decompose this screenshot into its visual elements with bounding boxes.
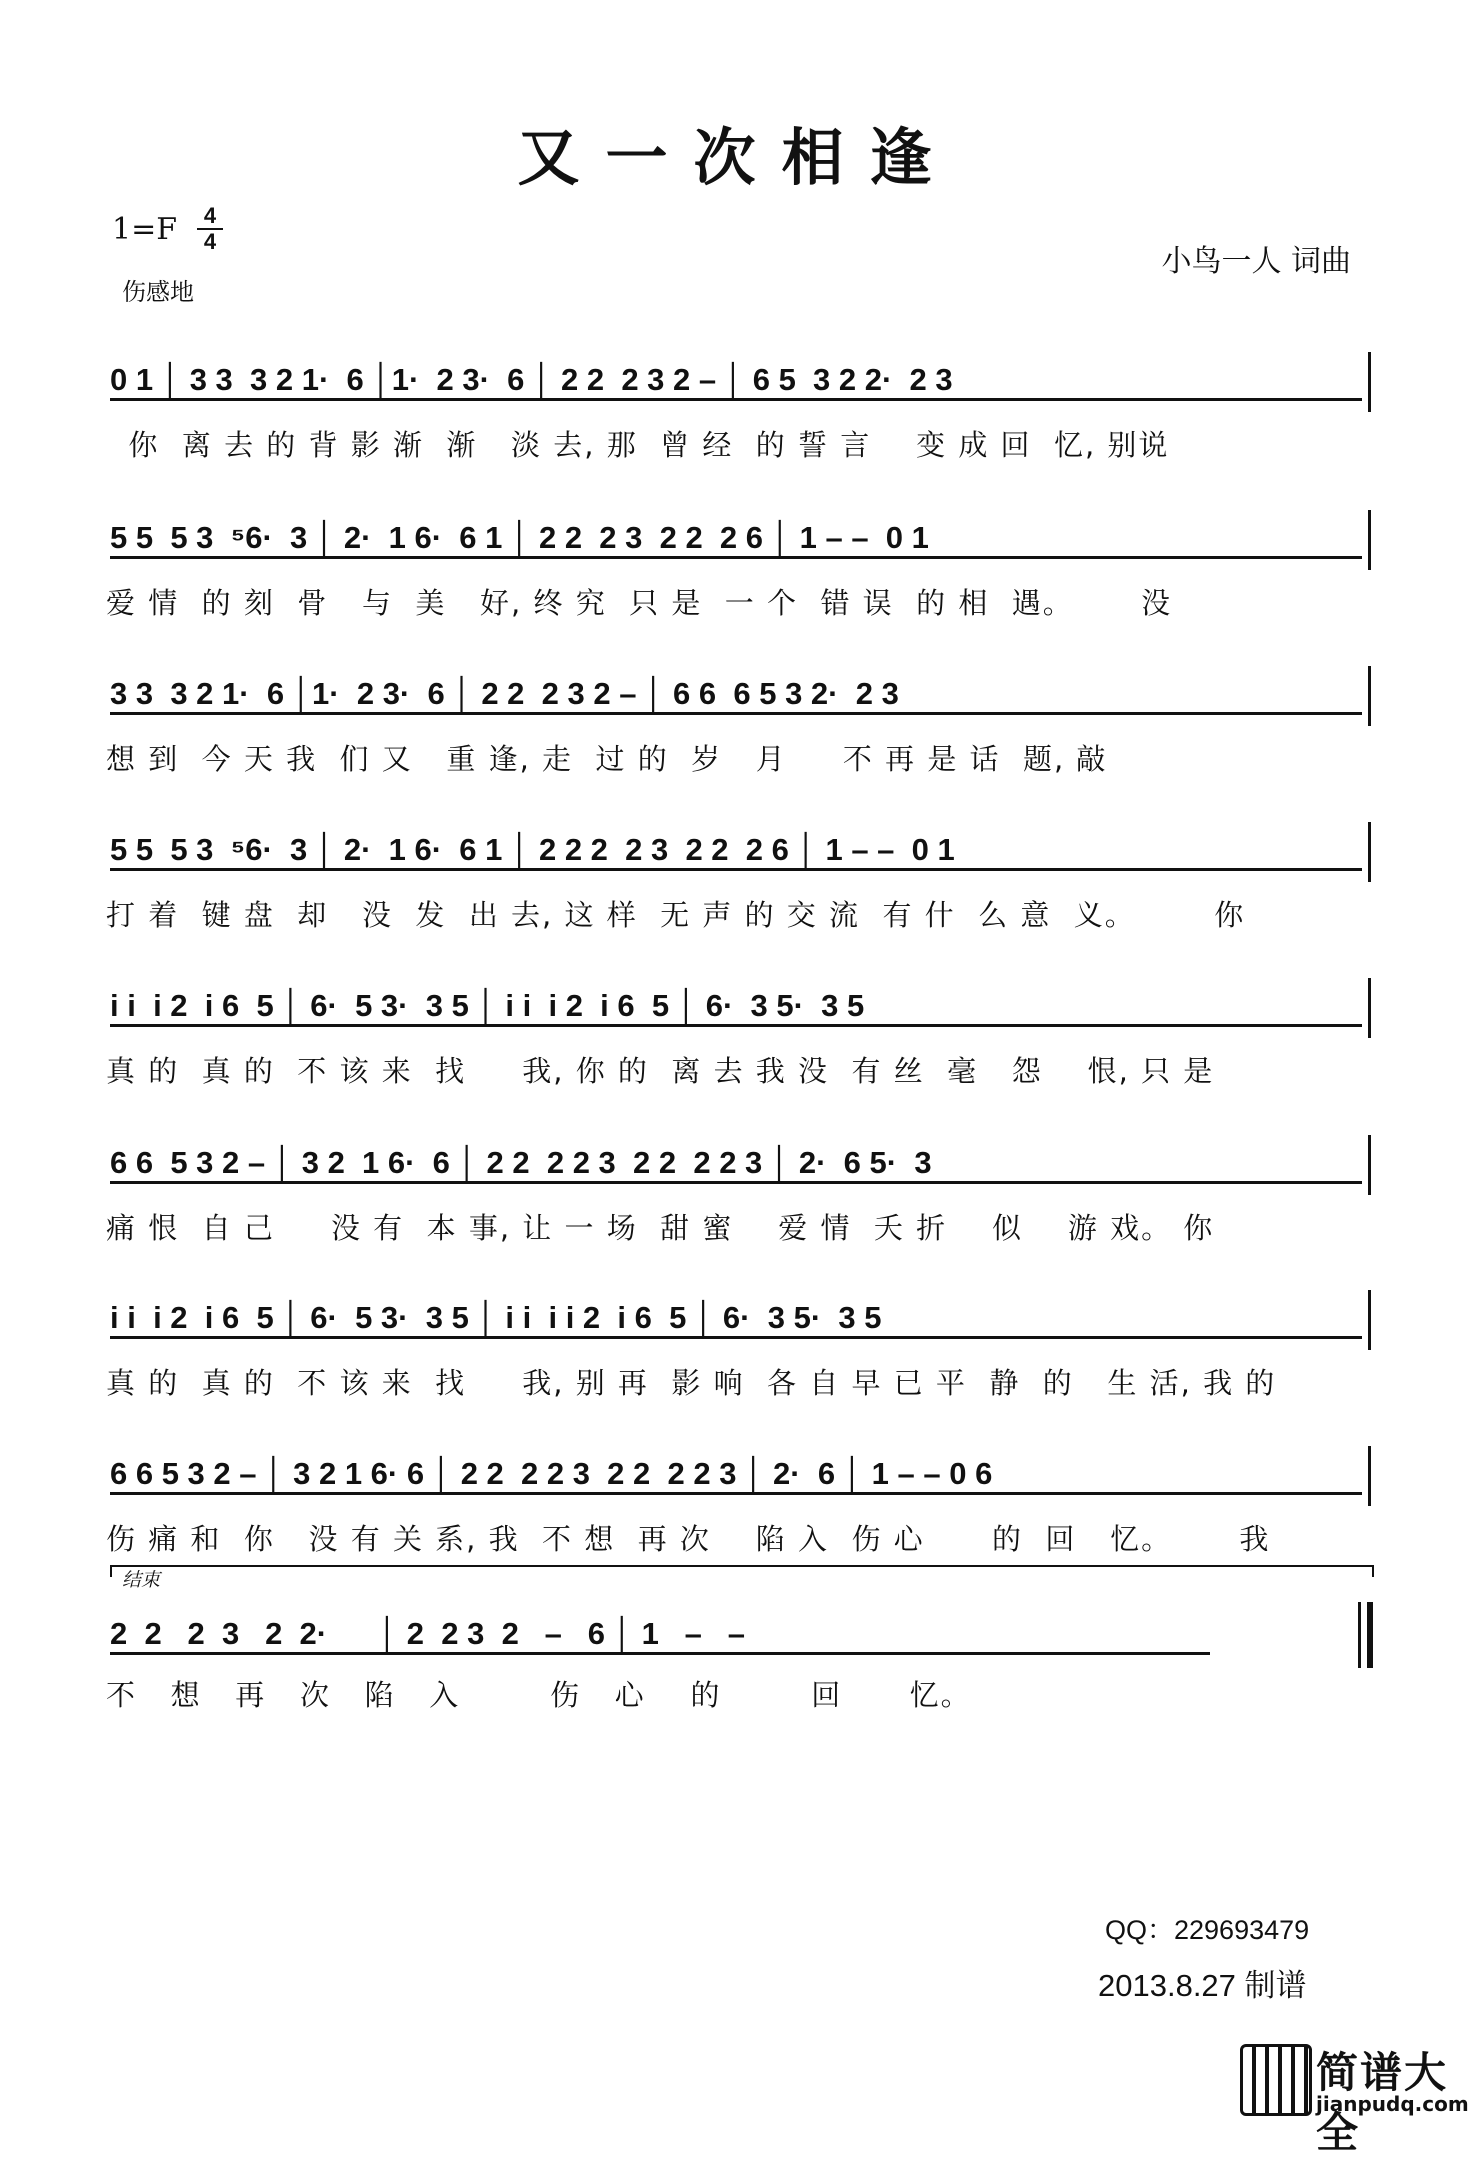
lyric-line: 真 的 真 的 不 该 来 找 我, 你 的 离 去 我 没 有 丝 毫 怨 恨, 只 是 xyxy=(106,1054,1215,1088)
logo-name: 简谱大全 xyxy=(1316,2048,1449,2157)
ending-bracket xyxy=(110,1565,1374,1577)
barline xyxy=(1368,1135,1371,1195)
notation-line: 6 6 5 3 2 – │ 3 2 1 6· 6 │ 2 2 2 2 3 2 2 2 2 3 │ 2· 6 │ 1 – – 0 6 xyxy=(110,1456,993,1491)
barline xyxy=(1368,822,1371,882)
notation-line: 2 2 2 3 2 2· │ 2 2 3 2 – 6 │ 1 – – xyxy=(110,1616,745,1651)
time-signature-bottom: 4 xyxy=(197,228,223,254)
beam-line xyxy=(110,398,1362,401)
final-barline xyxy=(1358,1602,1373,1668)
beam-line xyxy=(110,712,1362,715)
barline xyxy=(1368,510,1371,570)
barline xyxy=(1368,978,1371,1038)
notation-line: 5 5 5 3 ⁵6· 3 │ 2· 1 6· 6 1 │ 2 2 2 3 2 2 2 6 │ 1 – – 0 1 xyxy=(110,520,929,555)
time-signature xyxy=(197,204,223,254)
lyric-line: 想 到 今 天 我 们 又 重 逢, 走 过 的 岁 月 不 再 是 话 题, 敲 xyxy=(106,742,1108,776)
ending-label: 结束 xyxy=(122,1569,161,1591)
transcription-date: 2013.8.27 制谱 xyxy=(1098,1968,1307,2003)
piano-keys-icon xyxy=(1240,2044,1312,2116)
beam-line xyxy=(110,1652,1210,1655)
notation-line: i i i 2 i 6 5 │ 6· 5 3· 3 5 │ i i i 2 i 6 5 │ 6· 3 5· 3 5 xyxy=(110,988,865,1023)
page-title: 又一次相逢 xyxy=(517,121,958,194)
lyric-line: 打 着 键 盘 却 没 发 出 去, 这 样 无 声 的 交 流 有 什 么 意 义。 你 xyxy=(106,898,1246,932)
logo-url: jianpudq.com xyxy=(1316,2092,1469,2116)
time-signature-top: 4 xyxy=(203,203,217,228)
barline xyxy=(1368,1446,1371,1506)
barline xyxy=(1368,666,1371,726)
notation-line: 6 6 5 3 2 – │ 3 2 1 6· 6 │ 2 2 2 2 3 2 2 2 2 3 │ 2· 6 5· 3 xyxy=(110,1145,932,1180)
notation-line: 0 1 │ 3 3 3 2 1· 6 │1· 2 3· 6 │ 2 2 2 3 2 – │ 6 5 3 2 2· 2 3 xyxy=(110,362,953,397)
notation-line: 5 5 5 3 ⁵6· 3 │ 2· 1 6· 6 1 │ 2 2 2 2 3 2 2 2 6 │ 1 – – 0 1 xyxy=(110,832,955,867)
site-logo xyxy=(1240,2042,1472,2157)
lyric-line: 爱 情 的 刻 骨 与 美 好, 终 究 只 是 一 个 错 误 的 相 遇。 没 xyxy=(106,586,1173,620)
key-signature: 1=F xyxy=(112,212,178,247)
lyric-line: 痛 恨 自 己 没 有 本 事, 让 一 场 甜 蜜 爱 情 夭 折 似 游 戏。 你 xyxy=(106,1211,1215,1245)
beam-line xyxy=(110,1336,1362,1339)
lyric-line: 你 离 去 的 背 影 渐 渐 淡 去, 那 曾 经 的 誓 言 变 成 回 忆, 别说 xyxy=(106,428,1170,462)
notation-line: i i i 2 i 6 5 │ 6· 5 3· 3 5 │ i i i i 2 i 6 5 │ 6· 3 5· 3 5 xyxy=(110,1300,882,1335)
qq-contact: QQ：229693479 xyxy=(1105,1915,1310,1945)
notation-line: 3 3 3 2 1· 6 │1· 2 3· 6 │ 2 2 2 3 2 – │ 6 6 6 5 3 2· 2 3 xyxy=(110,676,899,711)
barline xyxy=(1368,352,1371,412)
beam-line xyxy=(110,556,1362,559)
beam-line xyxy=(110,1181,1362,1184)
lyric-line: 伤 痛 和 你 没 有 关 系, 我 不 想 再 次 陷 入 伤 心 的 回 忆。 我 xyxy=(106,1522,1271,1556)
barline xyxy=(1368,1290,1371,1350)
lyric-line: 不 想 再 次 陷 入 伤 心 的 回 忆。 xyxy=(106,1678,972,1712)
beam-line xyxy=(110,1024,1362,1027)
beam-line xyxy=(110,868,1362,871)
mood-marking: 伤感地 xyxy=(122,278,194,306)
lyric-line: 真 的 真 的 不 该 来 找 我, 别 再 影 响 各 自 早 已 平 静 的 生 活, 我 的 xyxy=(106,1366,1277,1400)
beam-line xyxy=(110,1492,1362,1495)
composer-credit: 小鸟一人 词曲 xyxy=(1161,244,1351,279)
